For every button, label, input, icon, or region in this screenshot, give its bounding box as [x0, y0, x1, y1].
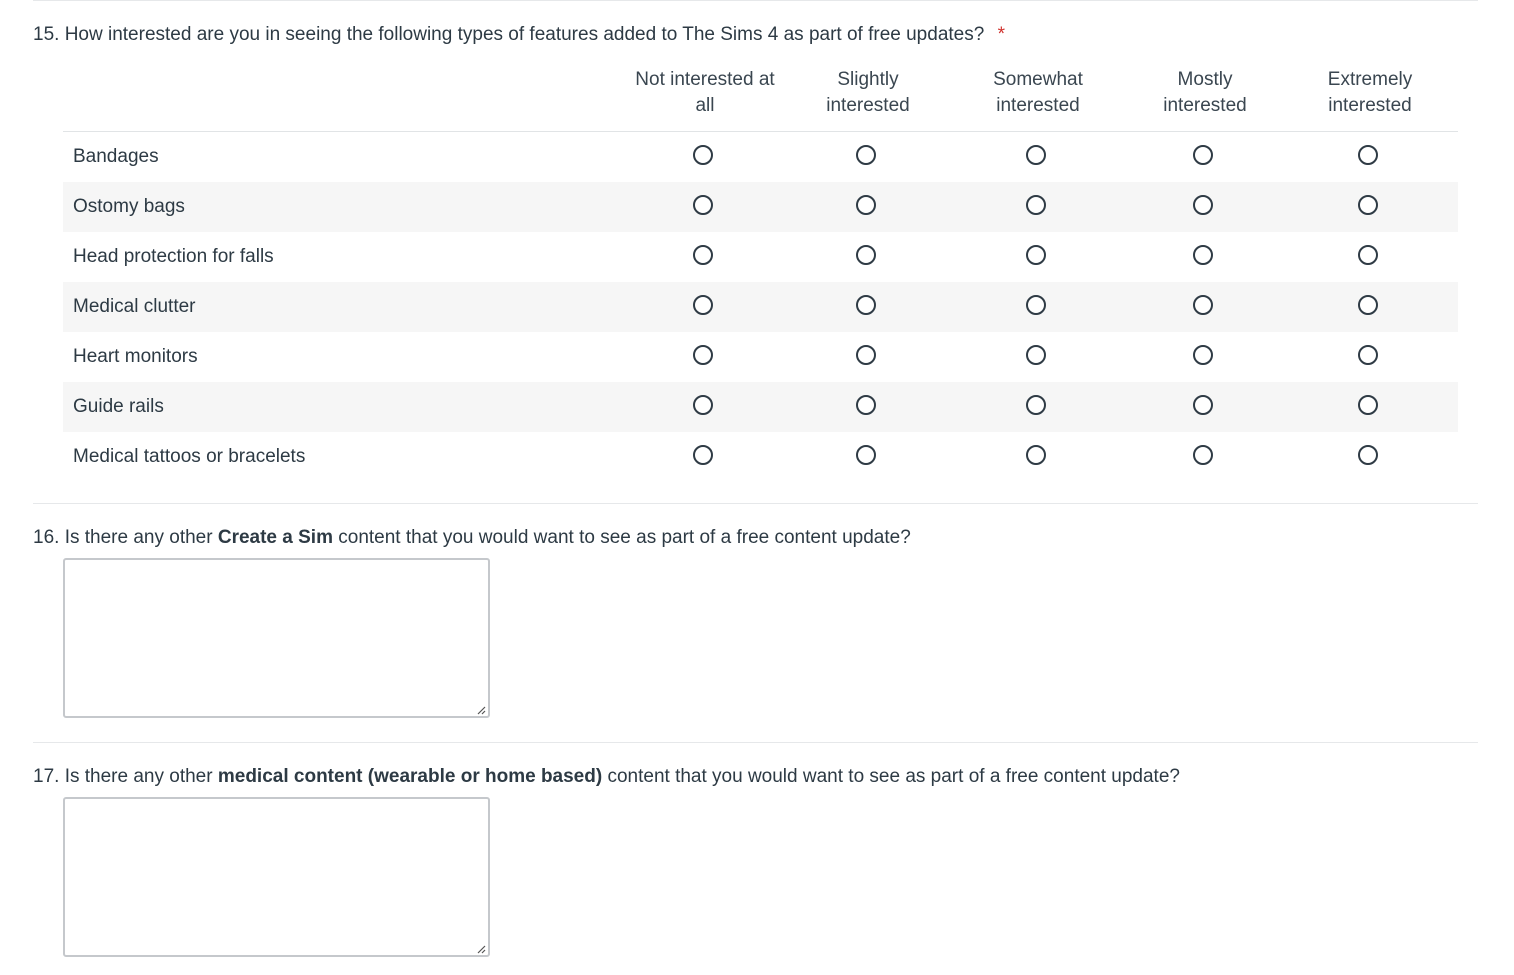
radio-circle-icon[interactable] — [1193, 395, 1213, 415]
radio-circle-icon[interactable] — [856, 395, 876, 415]
matrix-row-label: Heart monitors — [73, 346, 198, 367]
question-15-number: 15. — [33, 24, 60, 45]
question-15-title — [33, 23, 1005, 47]
question-16-text-bold: Create a Sim — [217, 527, 333, 548]
radio-circle-icon[interactable] — [1358, 145, 1378, 165]
radio-circle-icon[interactable] — [1026, 395, 1046, 415]
question-15-text: How interested are you in seeing the following types of features added to The Sims 4 as part of free updates? — [64, 24, 985, 45]
question-16-title — [33, 526, 911, 550]
column-header-slightly-interested: Slightly interested — [826, 69, 910, 116]
radio-circle-icon[interactable] — [1193, 295, 1213, 315]
question-17-number: 17. — [33, 766, 60, 787]
radio-circle-icon[interactable] — [856, 445, 876, 465]
radio-circle-icon[interactable] — [1193, 245, 1213, 265]
matrix-row-label: Bandages — [73, 146, 159, 167]
matrix-row-label: Ostomy bags — [73, 196, 185, 217]
column-header-not-interested: Not interested at all — [635, 69, 775, 116]
question-17-text-pre: Is there any other — [64, 766, 213, 787]
radio-circle-icon[interactable] — [1193, 345, 1213, 365]
radio-circle-icon[interactable] — [1026, 345, 1046, 365]
matrix-row-label: Head protection for falls — [73, 246, 274, 267]
question-17-text-post: content that you would want to see as part of a free content update? — [607, 766, 1180, 787]
radio-circle-icon[interactable] — [1358, 445, 1378, 465]
radio-circle-icon[interactable] — [693, 395, 713, 415]
radio-circle-icon[interactable] — [693, 445, 713, 465]
radio-circle-icon[interactable] — [856, 145, 876, 165]
radio-circle-icon[interactable] — [856, 345, 876, 365]
matrix-row-label: Medical tattoos or bracelets — [73, 446, 306, 467]
radio-circle-icon[interactable] — [856, 195, 876, 215]
question-16-text-post: content that you would want to see as part of a free content update? — [338, 527, 911, 548]
column-header-extremely-interested: Extremely interested — [1327, 69, 1413, 116]
radio-circle-icon[interactable] — [1358, 245, 1378, 265]
radio-circle-icon[interactable] — [1358, 195, 1378, 215]
radio-circle-icon[interactable] — [1193, 145, 1213, 165]
matrix-row — [63, 332, 1458, 382]
matrix-row — [63, 232, 1458, 282]
matrix-row-label: Guide rails — [73, 396, 164, 417]
question-17-text-bold: medical content (wearable or home based) — [217, 766, 603, 787]
question-17-title — [33, 765, 1180, 789]
radio-circle-icon[interactable] — [1026, 295, 1046, 315]
question-15-matrix — [63, 131, 1458, 482]
column-header-somewhat-interested: Somewhat interested — [993, 69, 1083, 116]
radio-circle-icon[interactable] — [1026, 445, 1046, 465]
question-16-text-pre: Is there any other — [64, 527, 213, 548]
top-divider — [33, 0, 1478, 1]
section-divider — [33, 503, 1478, 504]
resize-grip-icon[interactable] — [476, 944, 486, 954]
radio-circle-icon[interactable] — [1026, 145, 1046, 165]
matrix-row — [63, 282, 1458, 332]
radio-circle-icon[interactable] — [1358, 295, 1378, 315]
radio-circle-icon[interactable] — [693, 295, 713, 315]
required-asterisk: * — [997, 24, 1005, 45]
radio-circle-icon[interactable] — [1193, 445, 1213, 465]
question-16-answer-textarea[interactable] — [63, 558, 490, 718]
radio-circle-icon[interactable] — [856, 295, 876, 315]
radio-circle-icon[interactable] — [693, 345, 713, 365]
matrix-row — [63, 432, 1458, 482]
radio-circle-icon[interactable] — [693, 195, 713, 215]
radio-circle-icon[interactable] — [856, 245, 876, 265]
radio-circle-icon[interactable] — [693, 145, 713, 165]
radio-circle-icon[interactable] — [693, 245, 713, 265]
matrix-row — [63, 132, 1458, 182]
question-17-answer-textarea[interactable] — [63, 797, 490, 957]
section-divider — [33, 742, 1478, 743]
radio-circle-icon[interactable] — [1358, 395, 1378, 415]
matrix-row — [63, 382, 1458, 432]
matrix-row-label: Medical clutter — [73, 296, 196, 317]
question-16-number: 16. — [33, 527, 60, 548]
radio-circle-icon[interactable] — [1026, 195, 1046, 215]
column-header-mostly-interested: Mostly interested — [1163, 69, 1247, 116]
resize-grip-icon[interactable] — [476, 705, 486, 715]
radio-circle-icon[interactable] — [1358, 345, 1378, 365]
radio-circle-icon[interactable] — [1193, 195, 1213, 215]
matrix-row — [63, 182, 1458, 232]
radio-circle-icon[interactable] — [1026, 245, 1046, 265]
